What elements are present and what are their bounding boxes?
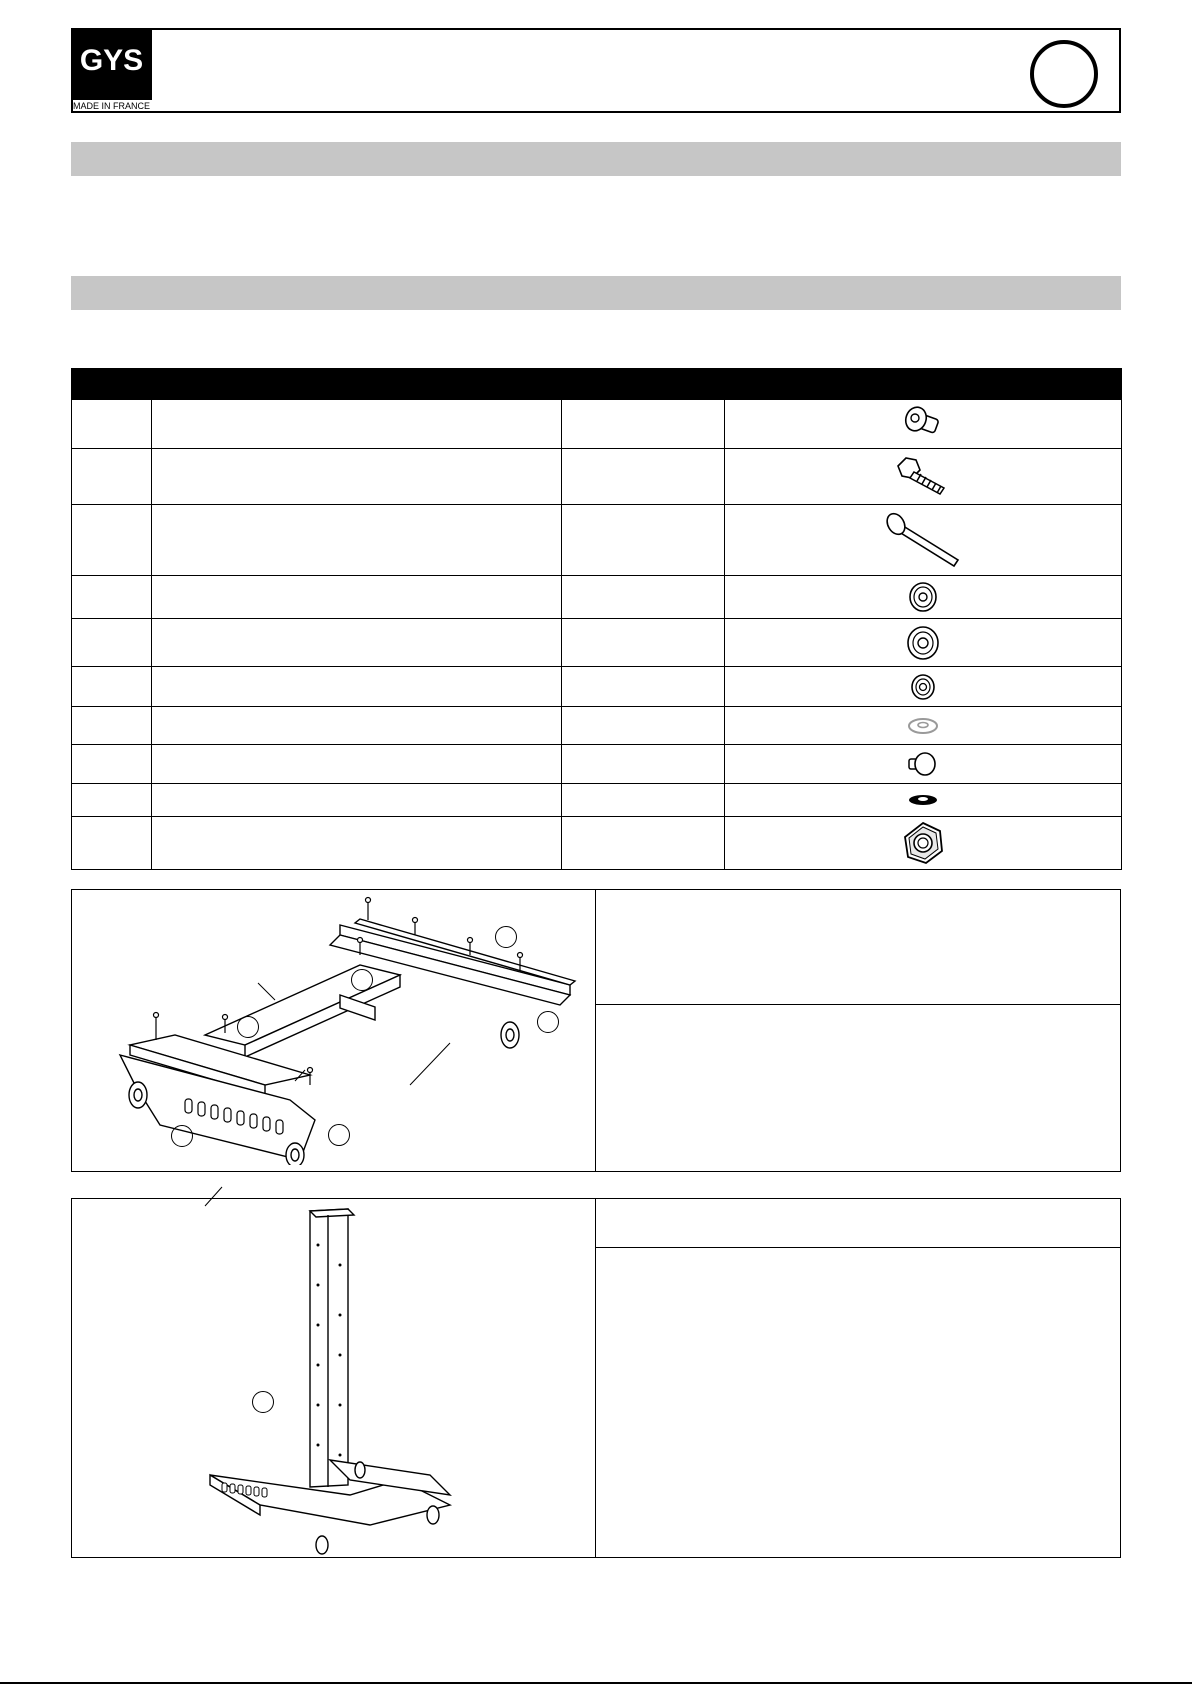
table-row: [72, 619, 1122, 667]
flange-nut-large-icon: [901, 623, 945, 663]
header-cell: [725, 369, 1122, 400]
trolley-mast-assembly-illustration: [200, 1205, 460, 1555]
panel-row-divider: [595, 1004, 1121, 1005]
flat-washer-grey-icon: [903, 715, 943, 737]
parts-table: [71, 368, 1121, 866]
header-cell: [72, 369, 152, 400]
panel-row-divider: [595, 1247, 1121, 1248]
table-row: [72, 505, 1122, 576]
flat-washer-icon: [903, 791, 943, 809]
table-row: [72, 576, 1122, 619]
parts-table-header-row: [72, 369, 1122, 400]
language-badge-circle: [1030, 40, 1098, 108]
logo-subtitle: MADE IN FRANCE: [72, 101, 150, 111]
page-header: [71, 28, 1121, 113]
table-row: [72, 707, 1122, 745]
callout-circle: [237, 1016, 259, 1038]
table-row: [72, 745, 1122, 784]
section-bar-1: [71, 142, 1121, 176]
panel-divider: [595, 889, 596, 1172]
callout-circle: [537, 1011, 559, 1033]
table-row: [72, 449, 1122, 505]
table-row: [72, 667, 1122, 707]
brand-logo: [71, 28, 152, 113]
header-cell: [152, 369, 562, 400]
cap-plug-icon: [903, 748, 943, 780]
hex-bolt-icon: [888, 452, 958, 502]
table-row: [72, 784, 1122, 817]
flange-nut-icon: [903, 579, 943, 615]
long-bolt-icon: [878, 508, 968, 572]
logo-text: GYS: [79, 44, 144, 77]
callout-circle: [495, 926, 517, 948]
nylon-lock-nut-icon: [898, 819, 948, 867]
callout-circle: [171, 1125, 193, 1147]
table-row: [72, 400, 1122, 449]
flange-nut-small-icon: [905, 671, 941, 703]
footer-rule: [0, 1682, 1192, 1684]
callout-circle: [252, 1391, 274, 1413]
section-bar-2: [71, 276, 1121, 310]
callout-circle: [351, 969, 373, 991]
table-row: [72, 817, 1122, 870]
button-head-screw-icon: [893, 404, 953, 444]
panel-divider: [595, 1198, 596, 1558]
header-cell: [562, 369, 725, 400]
callout-circle: [328, 1124, 350, 1146]
